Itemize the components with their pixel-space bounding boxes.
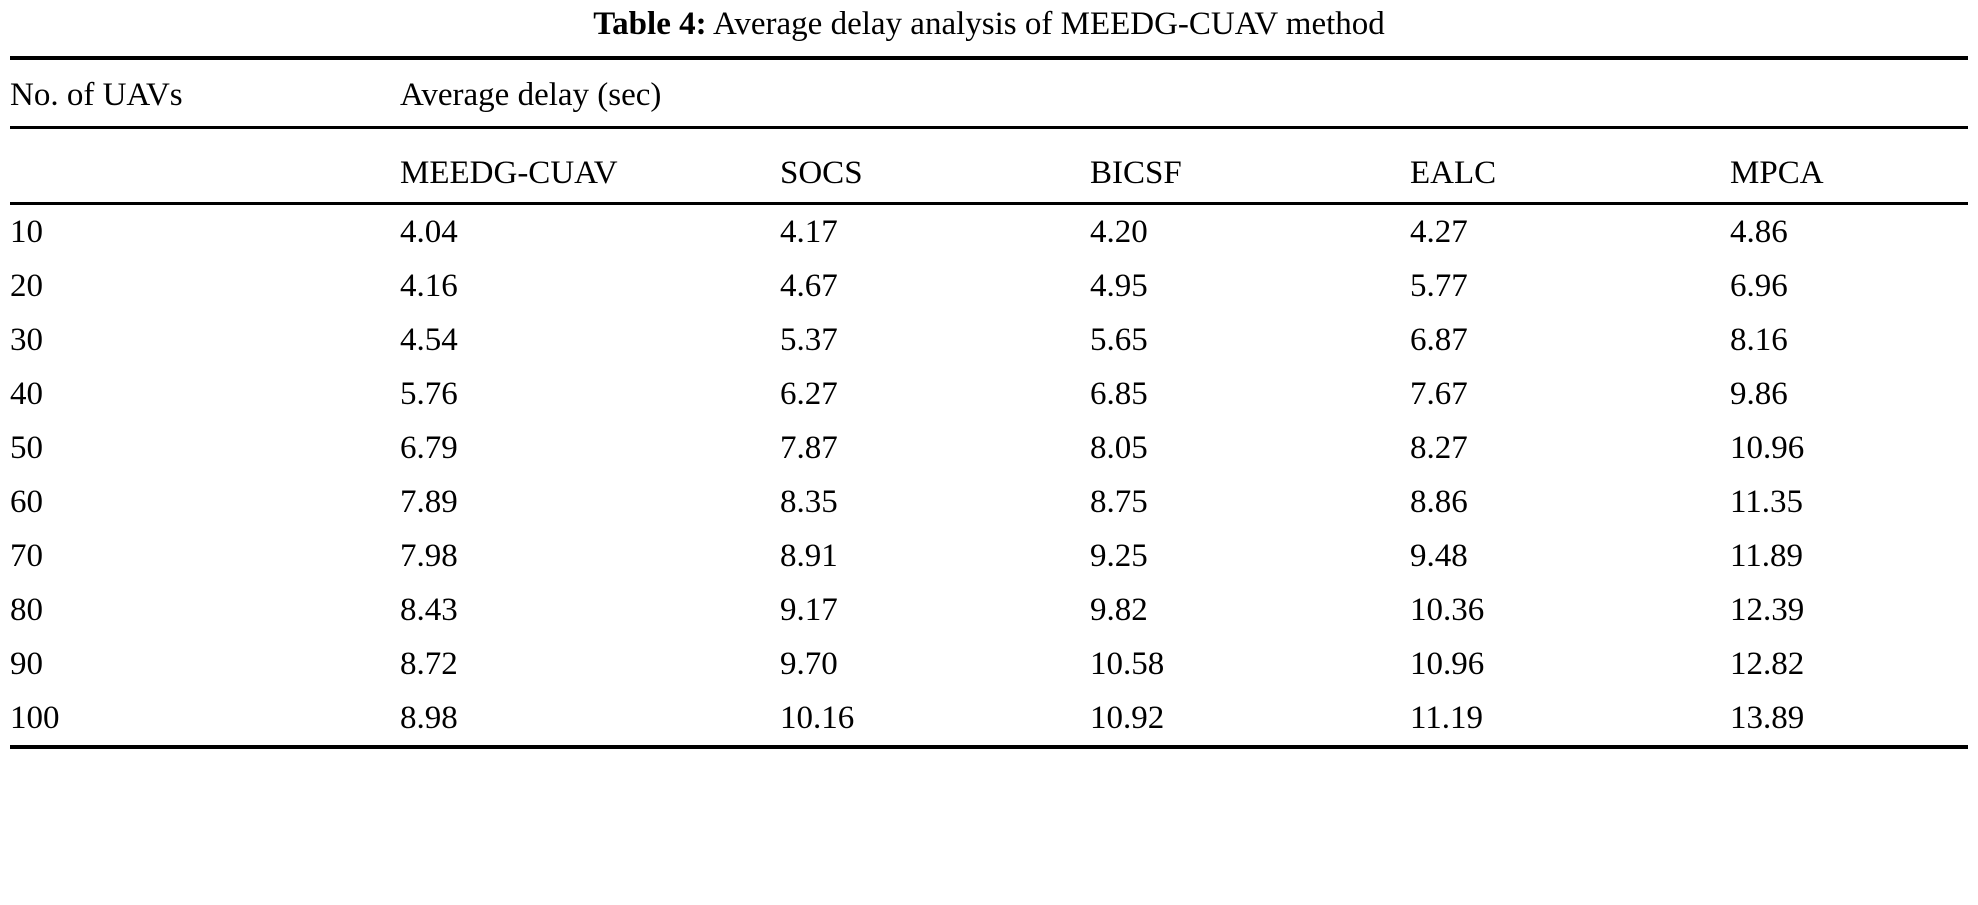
header-average-delay: Average delay (sec) (400, 77, 662, 114)
header-ealc: EALC (1410, 155, 1497, 192)
cell-meedg-cuav: 7.98 (400, 538, 458, 575)
cell-mpca: 11.89 (1730, 538, 1804, 575)
table-header-group (10, 60, 1968, 126)
table-row (10, 421, 1968, 475)
caption-text: Average delay analysis of MEEDG-CUAV method (713, 6, 1385, 42)
cell-socs: 5.37 (780, 322, 838, 359)
cell-bicsf: 4.95 (1090, 268, 1148, 305)
cell-mpca: 10.96 (1730, 430, 1805, 467)
table-row (10, 529, 1968, 583)
cell-ealc: 5.77 (1410, 268, 1468, 305)
header-spacer (10, 128, 400, 203)
table-caption (10, 0, 1968, 56)
table-row (10, 367, 1968, 421)
table-row (10, 637, 1968, 691)
cell-bicsf: 8.05 (1090, 430, 1148, 467)
table-row (10, 691, 1968, 745)
cell-bicsf: 8.75 (1090, 484, 1148, 521)
cell-socs: 4.67 (780, 268, 838, 305)
cell-socs: 6.27 (780, 376, 838, 413)
cell-socs: 8.35 (780, 484, 838, 521)
cell-meedg-cuav: 5.76 (400, 376, 458, 413)
cell-mpca: 9.86 (1730, 376, 1788, 413)
table-rule-bottom (10, 745, 1968, 747)
cell-ealc: 11.19 (1410, 700, 1484, 737)
cell-socs: 8.91 (780, 538, 838, 575)
cell-bicsf: 9.25 (1090, 538, 1148, 575)
cell-ealc: 10.96 (1410, 646, 1485, 683)
cell-mpca: 11.35 (1730, 484, 1804, 521)
cell-ealc: 4.27 (1410, 214, 1468, 251)
cell-socs: 9.17 (780, 592, 838, 629)
caption-label: Table 4: (593, 6, 707, 42)
cell-meedg-cuav: 8.98 (400, 700, 458, 737)
cell-meedg-cuav: 4.16 (400, 268, 458, 305)
data-table (10, 56, 1968, 749)
cell-uavs: 20 (10, 268, 43, 305)
cell-meedg-cuav: 4.54 (400, 322, 458, 359)
cell-bicsf: 6.85 (1090, 376, 1148, 413)
cell-ealc: 7.67 (1410, 376, 1468, 413)
cell-meedg-cuav: 4.04 (400, 214, 458, 251)
header-no-of-uavs: No. of UAVs (10, 77, 183, 114)
cell-mpca: 6.96 (1730, 268, 1788, 305)
cell-mpca: 12.82 (1730, 646, 1805, 683)
cell-ealc: 8.86 (1410, 484, 1468, 521)
header-mpca: MPCA (1730, 155, 1824, 192)
cell-mpca: 8.16 (1730, 322, 1788, 359)
cell-bicsf: 5.65 (1090, 322, 1148, 359)
cell-uavs: 80 (10, 592, 43, 629)
cell-bicsf: 10.92 (1090, 700, 1165, 737)
table-row (10, 313, 1968, 367)
cell-mpca: 13.89 (1730, 700, 1805, 737)
cell-uavs: 90 (10, 646, 43, 683)
cell-ealc: 6.87 (1410, 322, 1468, 359)
cell-meedg-cuav: 7.89 (400, 484, 458, 521)
table-row (10, 204, 1968, 260)
cell-uavs: 10 (10, 214, 43, 251)
table-row (10, 259, 1968, 313)
header-socs: SOCS (780, 155, 863, 192)
cell-bicsf: 10.58 (1090, 646, 1165, 683)
cell-meedg-cuav: 6.79 (400, 430, 458, 467)
header-bicsf: BICSF (1090, 155, 1182, 192)
cell-uavs: 60 (10, 484, 43, 521)
cell-uavs: 30 (10, 322, 43, 359)
cell-socs: 9.70 (780, 646, 838, 683)
cell-uavs: 50 (10, 430, 43, 467)
table-header-methods (10, 128, 1968, 203)
cell-mpca: 12.39 (1730, 592, 1805, 629)
cell-socs: 10.16 (780, 700, 855, 737)
cell-meedg-cuav: 8.43 (400, 592, 458, 629)
table-row (10, 583, 1968, 637)
cell-mpca: 4.86 (1730, 214, 1788, 251)
cell-uavs: 100 (10, 700, 60, 737)
cell-uavs: 40 (10, 376, 43, 413)
cell-socs: 7.87 (780, 430, 838, 467)
cell-uavs: 70 (10, 538, 43, 575)
header-meedg-cuav: MEEDG-CUAV (400, 155, 618, 192)
cell-meedg-cuav: 8.72 (400, 646, 458, 683)
cell-bicsf: 9.82 (1090, 592, 1148, 629)
cell-ealc: 9.48 (1410, 538, 1468, 575)
table-row (10, 475, 1968, 529)
cell-bicsf: 4.20 (1090, 214, 1148, 251)
cell-socs: 4.17 (780, 214, 838, 251)
cell-ealc: 10.36 (1410, 592, 1485, 629)
cell-ealc: 8.27 (1410, 430, 1468, 467)
